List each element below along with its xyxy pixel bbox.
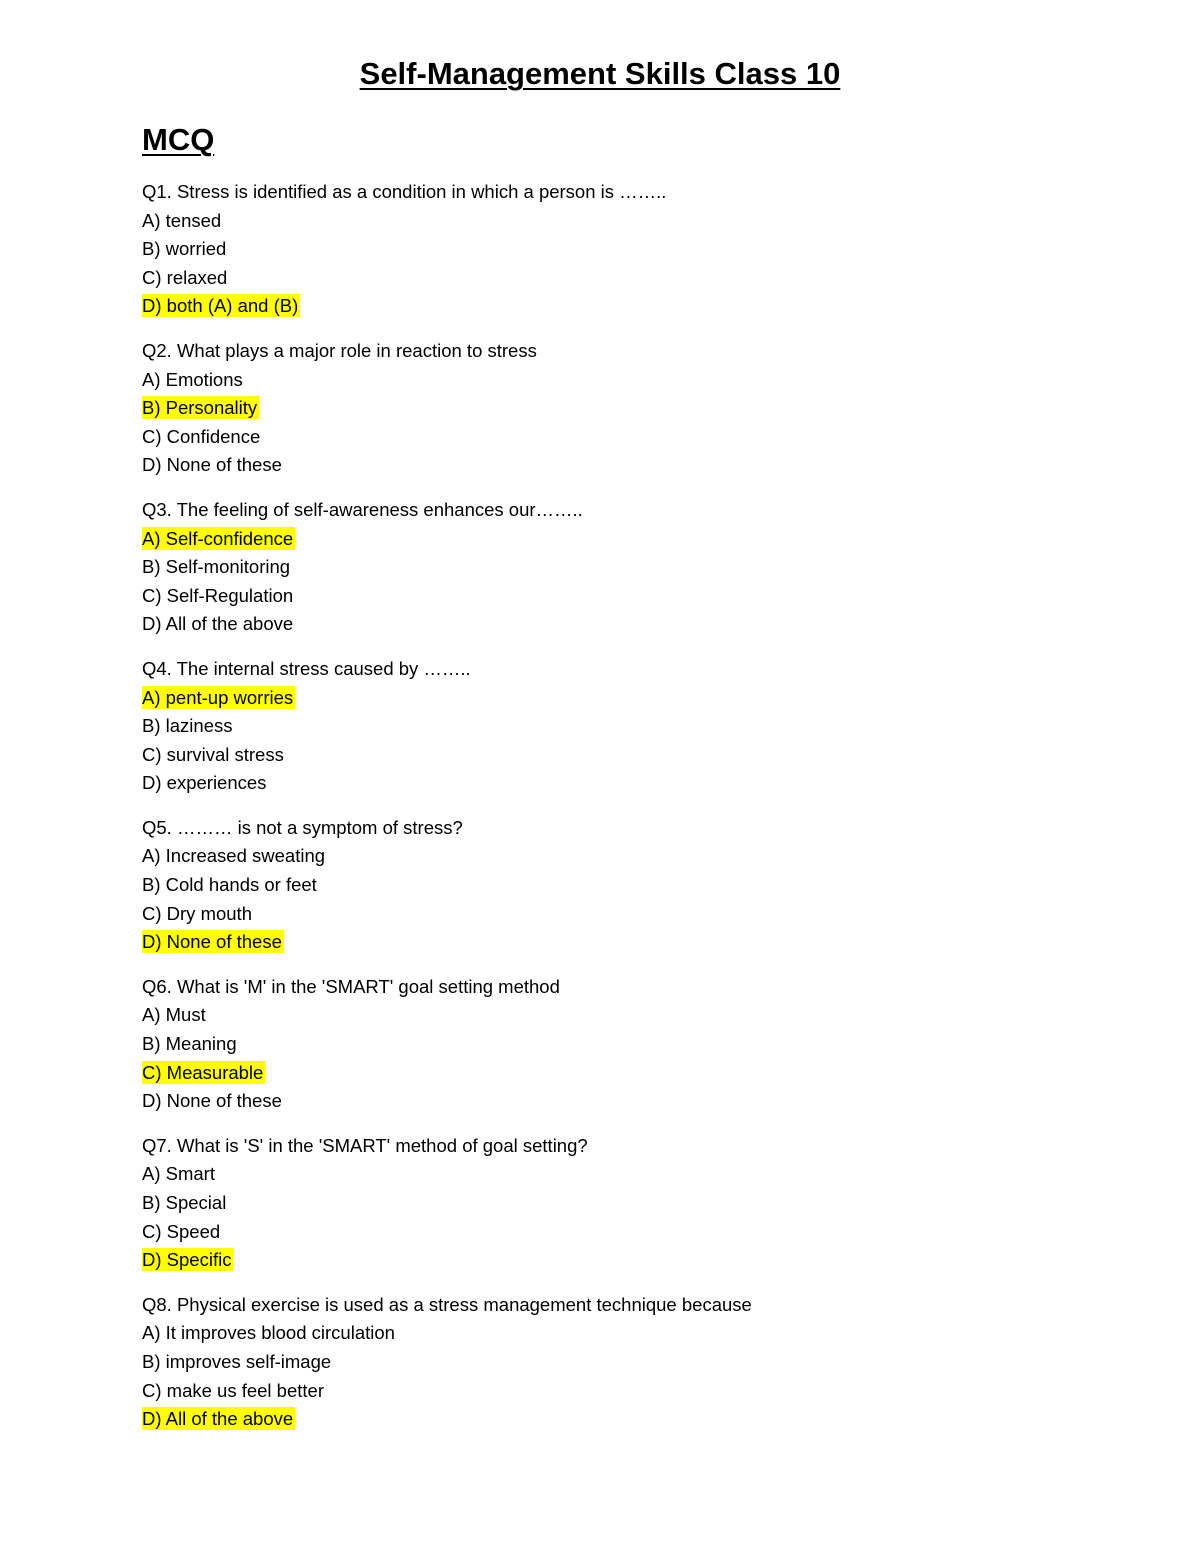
option-text: B) laziness (142, 715, 233, 737)
answer-option (142, 235, 1058, 264)
question-block (142, 496, 1058, 639)
question-stem (142, 178, 1058, 207)
option-text: A) Emotions (142, 368, 243, 390)
option-text: D) None of these (142, 454, 282, 476)
question-number: Q8. (142, 1293, 172, 1315)
option-text: B) worried (142, 238, 227, 260)
highlighted-answer-text: C) Measurable (142, 1061, 264, 1083)
question-text: ……… is not a symptom of stress? (171, 816, 463, 838)
question-stem (142, 973, 1058, 1002)
option-text: C) relaxed (142, 266, 228, 288)
question-stem (142, 496, 1058, 525)
answer-option (142, 842, 1058, 871)
answer-option-correct (142, 1059, 1058, 1088)
option-text: D) All of the above (142, 613, 294, 635)
answer-option (142, 451, 1058, 480)
answer-option (142, 1030, 1058, 1059)
question-block (142, 1291, 1058, 1434)
answer-option (142, 553, 1058, 582)
answer-option (142, 871, 1058, 900)
answer-option (142, 1189, 1058, 1218)
document-title: Self-Management Skills Class 10 (359, 56, 841, 91)
question-text: Physical exercise is used as a stress management technique because (171, 1293, 752, 1315)
answer-option-correct (142, 1405, 1058, 1434)
option-text: B) Self-monitoring (142, 556, 291, 578)
highlighted-answer-text: D) All of the above (142, 1408, 294, 1430)
option-text: A) Increased sweating (142, 845, 326, 867)
question-text: What plays a major role in reaction to stress (171, 339, 537, 361)
answer-option-correct (142, 394, 1058, 423)
question-list (142, 178, 1058, 1450)
highlighted-answer-text: D) None of these (142, 931, 282, 953)
question-number: Q4. (142, 657, 172, 679)
section-heading: MCQ (142, 122, 215, 157)
option-text: C) Self-Regulation (142, 584, 294, 606)
question-stem (142, 337, 1058, 366)
question-stem (142, 814, 1058, 843)
question-stem (142, 1291, 1058, 1320)
answer-option (142, 1160, 1058, 1189)
question-block (142, 1132, 1058, 1275)
highlighted-answer-text: A) Self-confidence (142, 527, 294, 549)
question-number: Q2. (142, 339, 172, 361)
option-text: A) tensed (142, 209, 222, 231)
option-text: D) None of these (142, 1090, 282, 1112)
answer-option-correct (142, 928, 1058, 957)
option-text: A) Smart (142, 1163, 215, 1185)
question-block (142, 655, 1058, 798)
question-block (142, 814, 1058, 957)
answer-option (142, 264, 1058, 293)
answer-option (142, 1218, 1058, 1247)
option-text: D) experiences (142, 772, 267, 794)
answer-option (142, 1001, 1058, 1030)
option-text: C) Confidence (142, 425, 261, 447)
answer-option-correct (142, 1246, 1058, 1275)
question-number: Q3. (142, 498, 172, 520)
question-number: Q6. (142, 975, 172, 997)
question-number: Q7. (142, 1134, 172, 1156)
answer-option (142, 769, 1058, 798)
answer-option (142, 741, 1058, 770)
question-text: Stress is identified as a condition in which a person is …….. (171, 181, 667, 202)
question-stem (142, 655, 1058, 684)
answer-option (142, 900, 1058, 929)
answer-option (142, 1319, 1058, 1348)
option-text: C) survival stress (142, 743, 284, 765)
question-number: Q1. (142, 181, 172, 202)
answer-option (142, 610, 1058, 639)
option-text: B) Special (142, 1192, 227, 1213)
answer-option (142, 423, 1058, 452)
answer-option-correct (142, 684, 1058, 713)
question-text: What is 'S' in the 'SMART' method of goal setting? (171, 1134, 588, 1156)
option-text: C) Dry mouth (142, 902, 252, 924)
question-text: The feeling of self-awareness enhances our…….. (171, 498, 583, 520)
answer-option (142, 1377, 1058, 1406)
highlighted-answer-text: D) Specific (142, 1249, 232, 1271)
option-text: A) Must (142, 1004, 206, 1026)
option-text: B) Cold hands or feet (142, 874, 317, 896)
answer-option (142, 1087, 1058, 1116)
question-stem (142, 1132, 1058, 1161)
answer-option (142, 366, 1058, 395)
option-text: A) It improves blood circulation (142, 1322, 395, 1344)
question-text: The internal stress caused by …….. (171, 657, 471, 679)
answer-option (142, 207, 1058, 236)
question-block (142, 178, 1058, 321)
answer-option-correct (142, 292, 1058, 321)
question-block (142, 337, 1058, 480)
option-text: C) Speed (142, 1220, 221, 1242)
answer-option-correct (142, 525, 1058, 554)
option-text: C) make us feel better (142, 1379, 324, 1401)
answer-option (142, 712, 1058, 741)
option-text: B) improves self-image (142, 1350, 332, 1372)
highlighted-answer-text: B) Personality (142, 397, 258, 419)
answer-option (142, 1348, 1058, 1377)
option-text: B) Meaning (142, 1033, 237, 1055)
question-number: Q5. (142, 816, 172, 838)
question-text: What is 'M' in the 'SMART' goal setting method (171, 975, 560, 997)
question-block (142, 973, 1058, 1116)
answer-option (142, 582, 1058, 611)
highlighted-answer-text: D) both (A) and (B) (142, 295, 299, 317)
highlighted-answer-text: A) pent-up worries (142, 686, 294, 708)
